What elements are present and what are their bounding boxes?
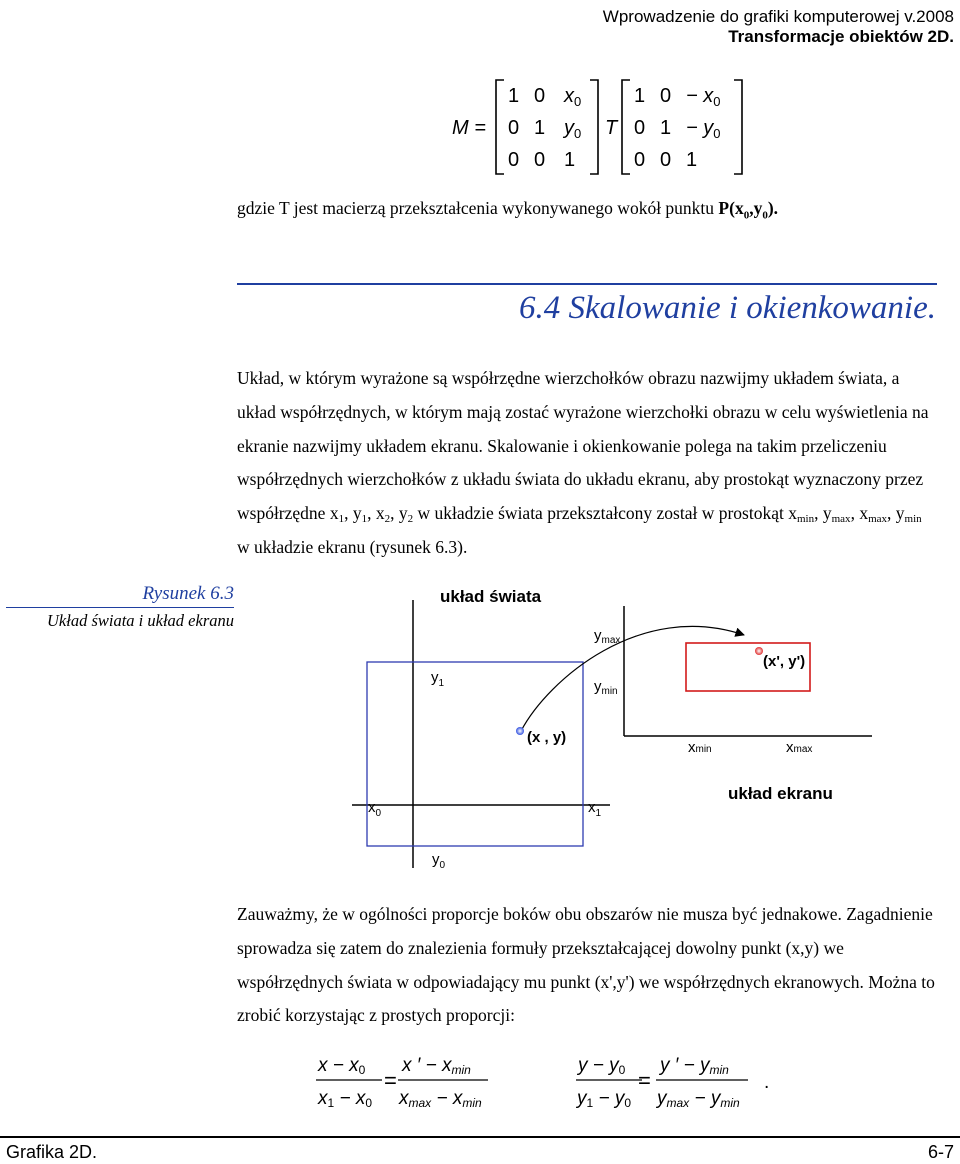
label-y0: $y_0$ <box>432 851 446 871</box>
matrix1-cell: $x_0$ <box>564 85 582 109</box>
label-xmax: xmax <box>786 739 813 756</box>
sub: min <box>796 513 815 526</box>
eq-lhs: M = <box>452 117 486 139</box>
para-text: , x <box>850 503 869 524</box>
screen-title: układ ekranu <box>728 784 833 803</box>
proportion-formula <box>300 1046 790 1114</box>
sub: max <box>831 513 851 526</box>
screen-point-icon <box>755 647 763 655</box>
label-xmin: xmin <box>688 739 712 756</box>
matrix1-cell: 1 <box>508 85 520 107</box>
sub: max <box>868 513 888 526</box>
bracket-left-2 <box>622 80 630 174</box>
matrix2-cell: 0 <box>634 149 646 171</box>
matrix1-cell: 0 <box>534 85 546 107</box>
f3-numerator: y − y0 <box>578 1055 626 1077</box>
label-x0: $x_0$ <box>368 799 382 819</box>
label-ymax: $y_{max}$ <box>594 627 621 646</box>
matrix2-cell: 1 <box>634 85 646 107</box>
mapping-arrow <box>521 626 744 731</box>
f2-denominator: xmax − xmin <box>399 1088 482 1110</box>
sub: 2 <box>384 513 391 526</box>
paragraph-intro <box>237 362 937 565</box>
header-title: Wprowadzenie do grafiki komputerowej v.2008 <box>602 7 954 26</box>
figure-label-block <box>6 583 234 631</box>
para-text: Układ, w którym wyrażone są współrzędne wierzchołków obrazu nazwijmy układem świata, a układ współrzędnych, w którym mają zostać wyrażone wierzchołki obrazu w celu wyświetlenia na ekranie nazwijmy układem ekranu. Skalowanie i okienkowanie polega na takim przeliczeniu współrzędnych wierzchołków z układu świata do układu ekranu, aby prostokąt wyznaczony przez współrzędne x <box>237 368 929 524</box>
matrix2-cell: 0 <box>660 85 672 107</box>
bracket-right-2 <box>734 80 742 174</box>
footer-rule <box>0 1136 960 1138</box>
caption-point: P(x <box>718 198 744 218</box>
matrix-1 <box>508 85 581 171</box>
f4-numerator: y ′ − ymin <box>660 1055 729 1077</box>
matrix2-cell: 1 <box>660 117 672 139</box>
matrix1-cell: 0 <box>508 117 520 139</box>
caption-point-end: ). <box>767 198 779 218</box>
matrix1-cell: 0 <box>534 149 546 171</box>
label-ymin: $y_{min}$ <box>594 678 618 697</box>
matrix2-cell: − $x_0$ <box>686 85 721 109</box>
bracket-right-1 <box>590 80 598 174</box>
para-text: w układzie ekranu (rysunek 6.3). <box>237 536 468 557</box>
matrix2-cell: 0 <box>660 149 672 171</box>
section-title: 6.4 Skalowanie i okienkowanie. <box>519 290 936 326</box>
f3-denominator: y1 − y0 <box>577 1088 632 1110</box>
label-y1: $y_1$ <box>431 669 445 689</box>
matrix1-cell: 0 <box>508 149 520 171</box>
f2-numerator: x ′ − xmin <box>402 1055 471 1077</box>
label-x1: $x_1$ <box>588 799 602 819</box>
matrix2-cell: − $y_0$ <box>686 117 721 141</box>
para-text: , y <box>887 503 905 524</box>
para-text: , y <box>390 503 408 524</box>
matrix-2 <box>634 85 720 171</box>
matrix1-cell: $y_0$ <box>564 117 582 141</box>
running-header <box>603 7 954 47</box>
matrix1-cell: 1 <box>534 117 546 139</box>
caption-point-mid: ,y <box>749 198 763 218</box>
footer-page-number: 6-7 <box>927 1142 954 1162</box>
sub: min <box>904 513 922 526</box>
f1-numerator: x − x0 <box>318 1055 366 1077</box>
matrix-equation <box>440 72 760 182</box>
matrix2-cell: 0 <box>634 117 646 139</box>
f1-denominator: x1 − x0 <box>318 1088 373 1110</box>
para-text: , y <box>814 503 832 524</box>
point-prime-label: (x', y') <box>763 653 806 670</box>
para-text: , x <box>367 503 385 524</box>
matrix2-cell: 1 <box>686 149 698 171</box>
caption-sub: 0 <box>743 209 750 222</box>
world-point-icon <box>516 727 524 735</box>
sub: 2 <box>407 513 414 526</box>
eq-mid: T <box>605 117 618 139</box>
section-rule <box>237 283 937 285</box>
footer-left: Grafika 2D. <box>6 1142 98 1162</box>
formula-end: . <box>764 1072 770 1093</box>
matrix-caption <box>237 198 778 222</box>
eq2: = <box>638 1068 651 1093</box>
matrix1-cell: 1 <box>564 149 576 171</box>
figure-label: Rysunek 6.3 <box>142 583 234 604</box>
bracket-left-1 <box>496 80 504 174</box>
figure-caption: Układ świata i układ ekranu <box>47 611 234 630</box>
para-text: w układzie świata przekształcony został w prostokąt x <box>413 503 797 524</box>
world-title: układ świata <box>440 587 542 606</box>
para-text: , y <box>344 503 362 524</box>
paragraph-proportions: Zauważmy, że w ogólności proporcje boków obu obszarów nie musza być jednakowe. Zagadnienie sprowadza się zatem do znalezienia formuły przekształcającej dowolny punkt (x,y) we współrzędnych świata w odpowiadający mu punkt (x',y') we współrzędnych ekranowych. Można to zrobić korzystając z prostych proporcji: <box>237 904 935 1026</box>
header-subtitle: Transformacje obiektów 2D. <box>728 27 954 46</box>
caption-text: gdzie T jest macierzą przekształcenia wykonywanego wokół punktu <box>237 198 719 218</box>
caption-sub: 0 <box>762 209 768 222</box>
f4-denominator: ymax − ymin <box>657 1088 740 1110</box>
point-label: (x , y) <box>527 729 567 746</box>
figure-diagram <box>330 578 890 878</box>
sub: 1 <box>338 513 345 526</box>
world-rect <box>367 662 583 846</box>
sub: 1 <box>361 513 368 526</box>
eq1: = <box>384 1068 397 1093</box>
